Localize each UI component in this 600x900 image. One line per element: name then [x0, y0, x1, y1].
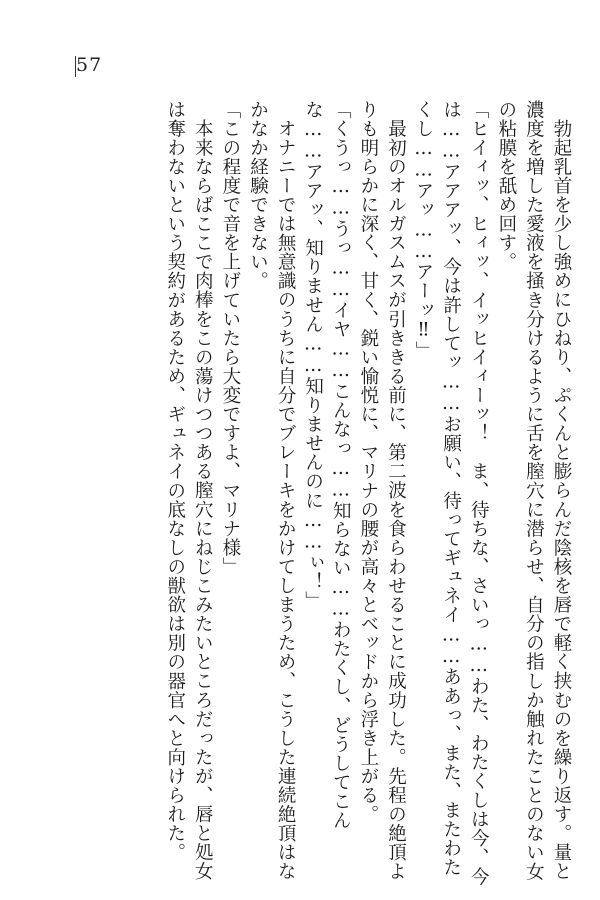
paragraph-5: オナニーでは無意識のうちに自分でブレーキをかけてしまうため、こうした連続絶頂はなかなか経験できない。	[247, 100, 297, 881]
paragraph-2-dialogue: 「ヒイィッ、ヒィッ、イッヒイィーッ！ ま、待ちな、さいっ……わた、わたくしは今、今は……アアアッ、今は許してッ……お願い、待ってギュネイ……ああっ、また、またわたくし……アッ……アーッ‼」	[413, 100, 490, 887]
page-number: 57	[76, 54, 103, 76]
paragraph-4-dialogue: 「くうっ……うっ……イヤ……こんなっ……知らない……わたくし、どうしてこんな……アアッ、知りません……知りませんのに……ぃ！」	[302, 100, 352, 830]
vertical-text-body	[20, 100, 575, 890]
paragraph-7: 本来ならばここで肉棒をこの蕩けつつある膣穴にねじこみたいところだったが、唇と処女は奪わないという契約があるため、ギュネイの底なしの獣欲は別の器官へと向けられた。	[164, 100, 214, 881]
paragraph-1: 勃起乳首を少し強めにひねり、ぷくんと膨らんだ陰核を唇で軽く挟むのを繰り返す。量と濃度を増した愛液を掻き分けるように舌を膣穴に潜らせ、自分の指しか触れたことのない女の粘膜を舐め回す。	[495, 100, 572, 882]
paragraph-6-dialogue: 「この程度で音を上げていたら大変ですよ、マリナ様」	[219, 100, 241, 577]
paragraph-3: 最初のオルガスムスが引ききる前に、第二波を食らわせることに成功した。先程の絶頂よりも明らかに深く、甘く、鋭い愉悦に、マリナの腰が高々とベッドから浮き上がる。	[357, 100, 407, 881]
